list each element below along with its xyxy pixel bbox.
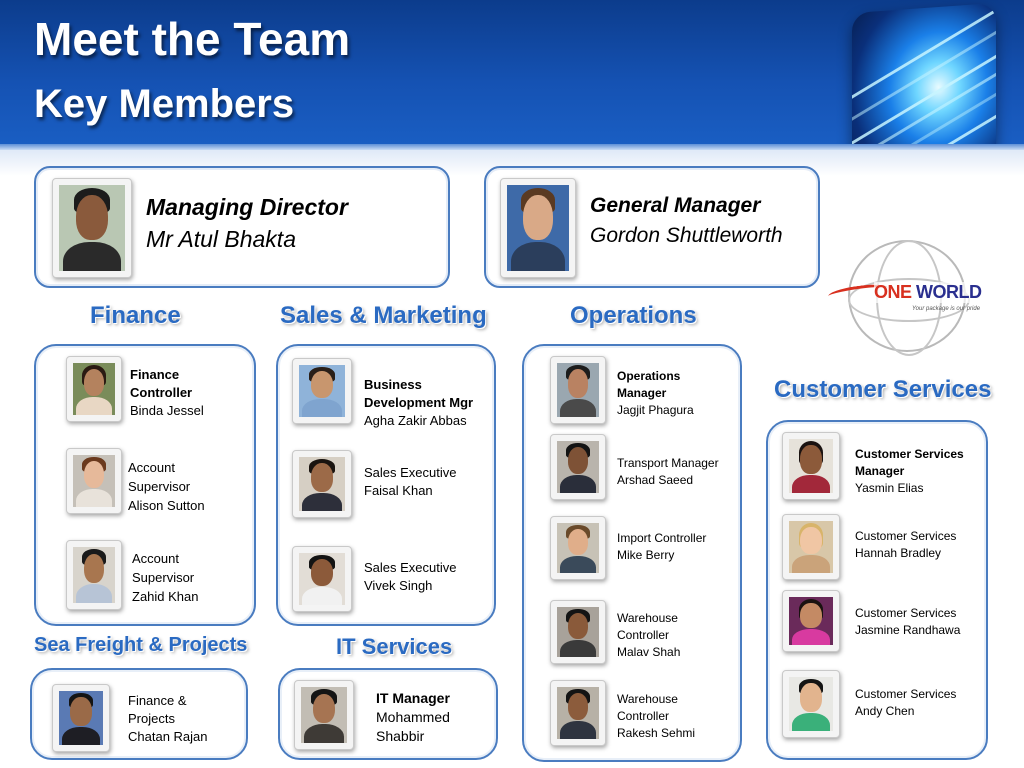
member-name: Chatan Rajan xyxy=(128,729,208,744)
member-name: Andy Chen xyxy=(855,704,915,718)
light-cube-graphic xyxy=(852,3,996,150)
member-photo xyxy=(550,680,606,746)
customer-services-heading: Customer Services xyxy=(774,376,992,403)
member-name: Jasmine Randhawa xyxy=(855,623,961,637)
member-photo xyxy=(52,684,110,752)
title-banner xyxy=(0,0,1024,150)
member-role: Finance & Projects xyxy=(128,693,187,726)
member-role: Warehouse Controller xyxy=(617,692,678,723)
member-role: Sales Executive xyxy=(364,465,457,480)
member-role: Import Controller xyxy=(617,531,707,545)
member-photo xyxy=(550,356,606,424)
managing-director-card xyxy=(34,166,450,288)
it-services-heading: IT Services xyxy=(336,634,453,659)
member-name: Jagjit Phagura xyxy=(617,403,694,417)
member-text xyxy=(617,530,706,564)
member-name: Faisal Khan xyxy=(364,483,433,498)
member-role: Business Development Mgr xyxy=(364,377,474,410)
member-text xyxy=(855,528,956,562)
member-role: Customer Services Manager xyxy=(855,447,964,478)
member-photo xyxy=(294,680,354,750)
member-photo xyxy=(550,600,606,664)
member-name: Hannah Bradley xyxy=(855,546,942,560)
member-text xyxy=(617,455,719,489)
member-text xyxy=(617,691,695,742)
member-name: Zahid Khan xyxy=(132,589,199,604)
member-text xyxy=(128,458,205,515)
sea-freight-heading: Sea Freight & Projects xyxy=(34,634,248,656)
member-photo xyxy=(292,546,352,612)
member-text xyxy=(376,689,450,746)
member-role: IT Manager xyxy=(376,690,450,706)
member-text xyxy=(617,368,694,419)
one-world-logo: ONE WORLD Your package is our pride xyxy=(826,236,986,356)
exec-name: Mr Atul Bhakta xyxy=(146,226,296,252)
member-text xyxy=(855,605,960,639)
member-role: Warehouse Controller xyxy=(617,611,678,642)
member-role: Sales Executive xyxy=(364,560,457,575)
page-subtitle: Key Members xyxy=(34,82,295,126)
member-photo xyxy=(782,514,840,580)
member-name: Vivek Singh xyxy=(364,578,433,593)
member-name: Arshad Saeed xyxy=(617,473,694,487)
member-text xyxy=(855,686,956,720)
member-text xyxy=(128,692,208,746)
member-name: Mohammed Shabbir xyxy=(376,709,450,744)
member-name: Rakesh Sehmi xyxy=(617,726,696,740)
member-name: Mike Berry xyxy=(617,548,675,562)
member-name: Binda Jessel xyxy=(130,403,204,418)
member-text xyxy=(617,610,680,661)
exec-role: General Manager xyxy=(590,194,761,217)
exec-role: Managing Director xyxy=(146,194,348,220)
page-title: Meet the Team xyxy=(34,13,351,65)
member-role: Account Supervisor xyxy=(128,460,191,494)
member-text xyxy=(364,559,457,595)
member-role: Customer Services xyxy=(855,687,957,701)
sales-marketing-heading: Sales & Marketing xyxy=(280,302,487,329)
general-manager-photo xyxy=(500,178,576,278)
exec-name: Gordon Shuttleworth xyxy=(590,224,783,247)
member-photo xyxy=(782,670,840,738)
member-photo xyxy=(782,590,840,652)
member-role: Customer Services xyxy=(855,529,957,543)
member-role: Customer Services xyxy=(855,606,957,620)
member-role: Operations Manager xyxy=(617,369,681,400)
member-role: Transport Manager xyxy=(617,456,719,470)
member-photo xyxy=(66,356,122,422)
member-text xyxy=(855,446,964,497)
member-text xyxy=(132,549,199,606)
member-name: Yasmin Elias xyxy=(855,481,924,495)
member-name: Malav Shah xyxy=(617,645,681,659)
member-text xyxy=(130,366,204,420)
general-manager-card xyxy=(484,166,820,288)
member-photo xyxy=(66,448,122,514)
member-role: Account Supervisor xyxy=(132,551,195,585)
member-photo xyxy=(782,432,840,500)
member-text xyxy=(364,464,457,500)
member-photo xyxy=(292,358,352,424)
member-photo xyxy=(66,540,122,610)
managing-director-photo xyxy=(52,178,132,278)
member-photo xyxy=(292,450,352,518)
member-name: Alison Sutton xyxy=(128,498,205,513)
member-photo xyxy=(550,516,606,580)
member-photo xyxy=(550,434,606,500)
finance-heading: Finance xyxy=(90,302,181,329)
operations-heading: Operations xyxy=(570,302,697,329)
member-name: Agha Zakir Abbas xyxy=(364,413,467,428)
member-role: Finance Controller xyxy=(130,367,193,400)
member-text xyxy=(364,376,473,430)
